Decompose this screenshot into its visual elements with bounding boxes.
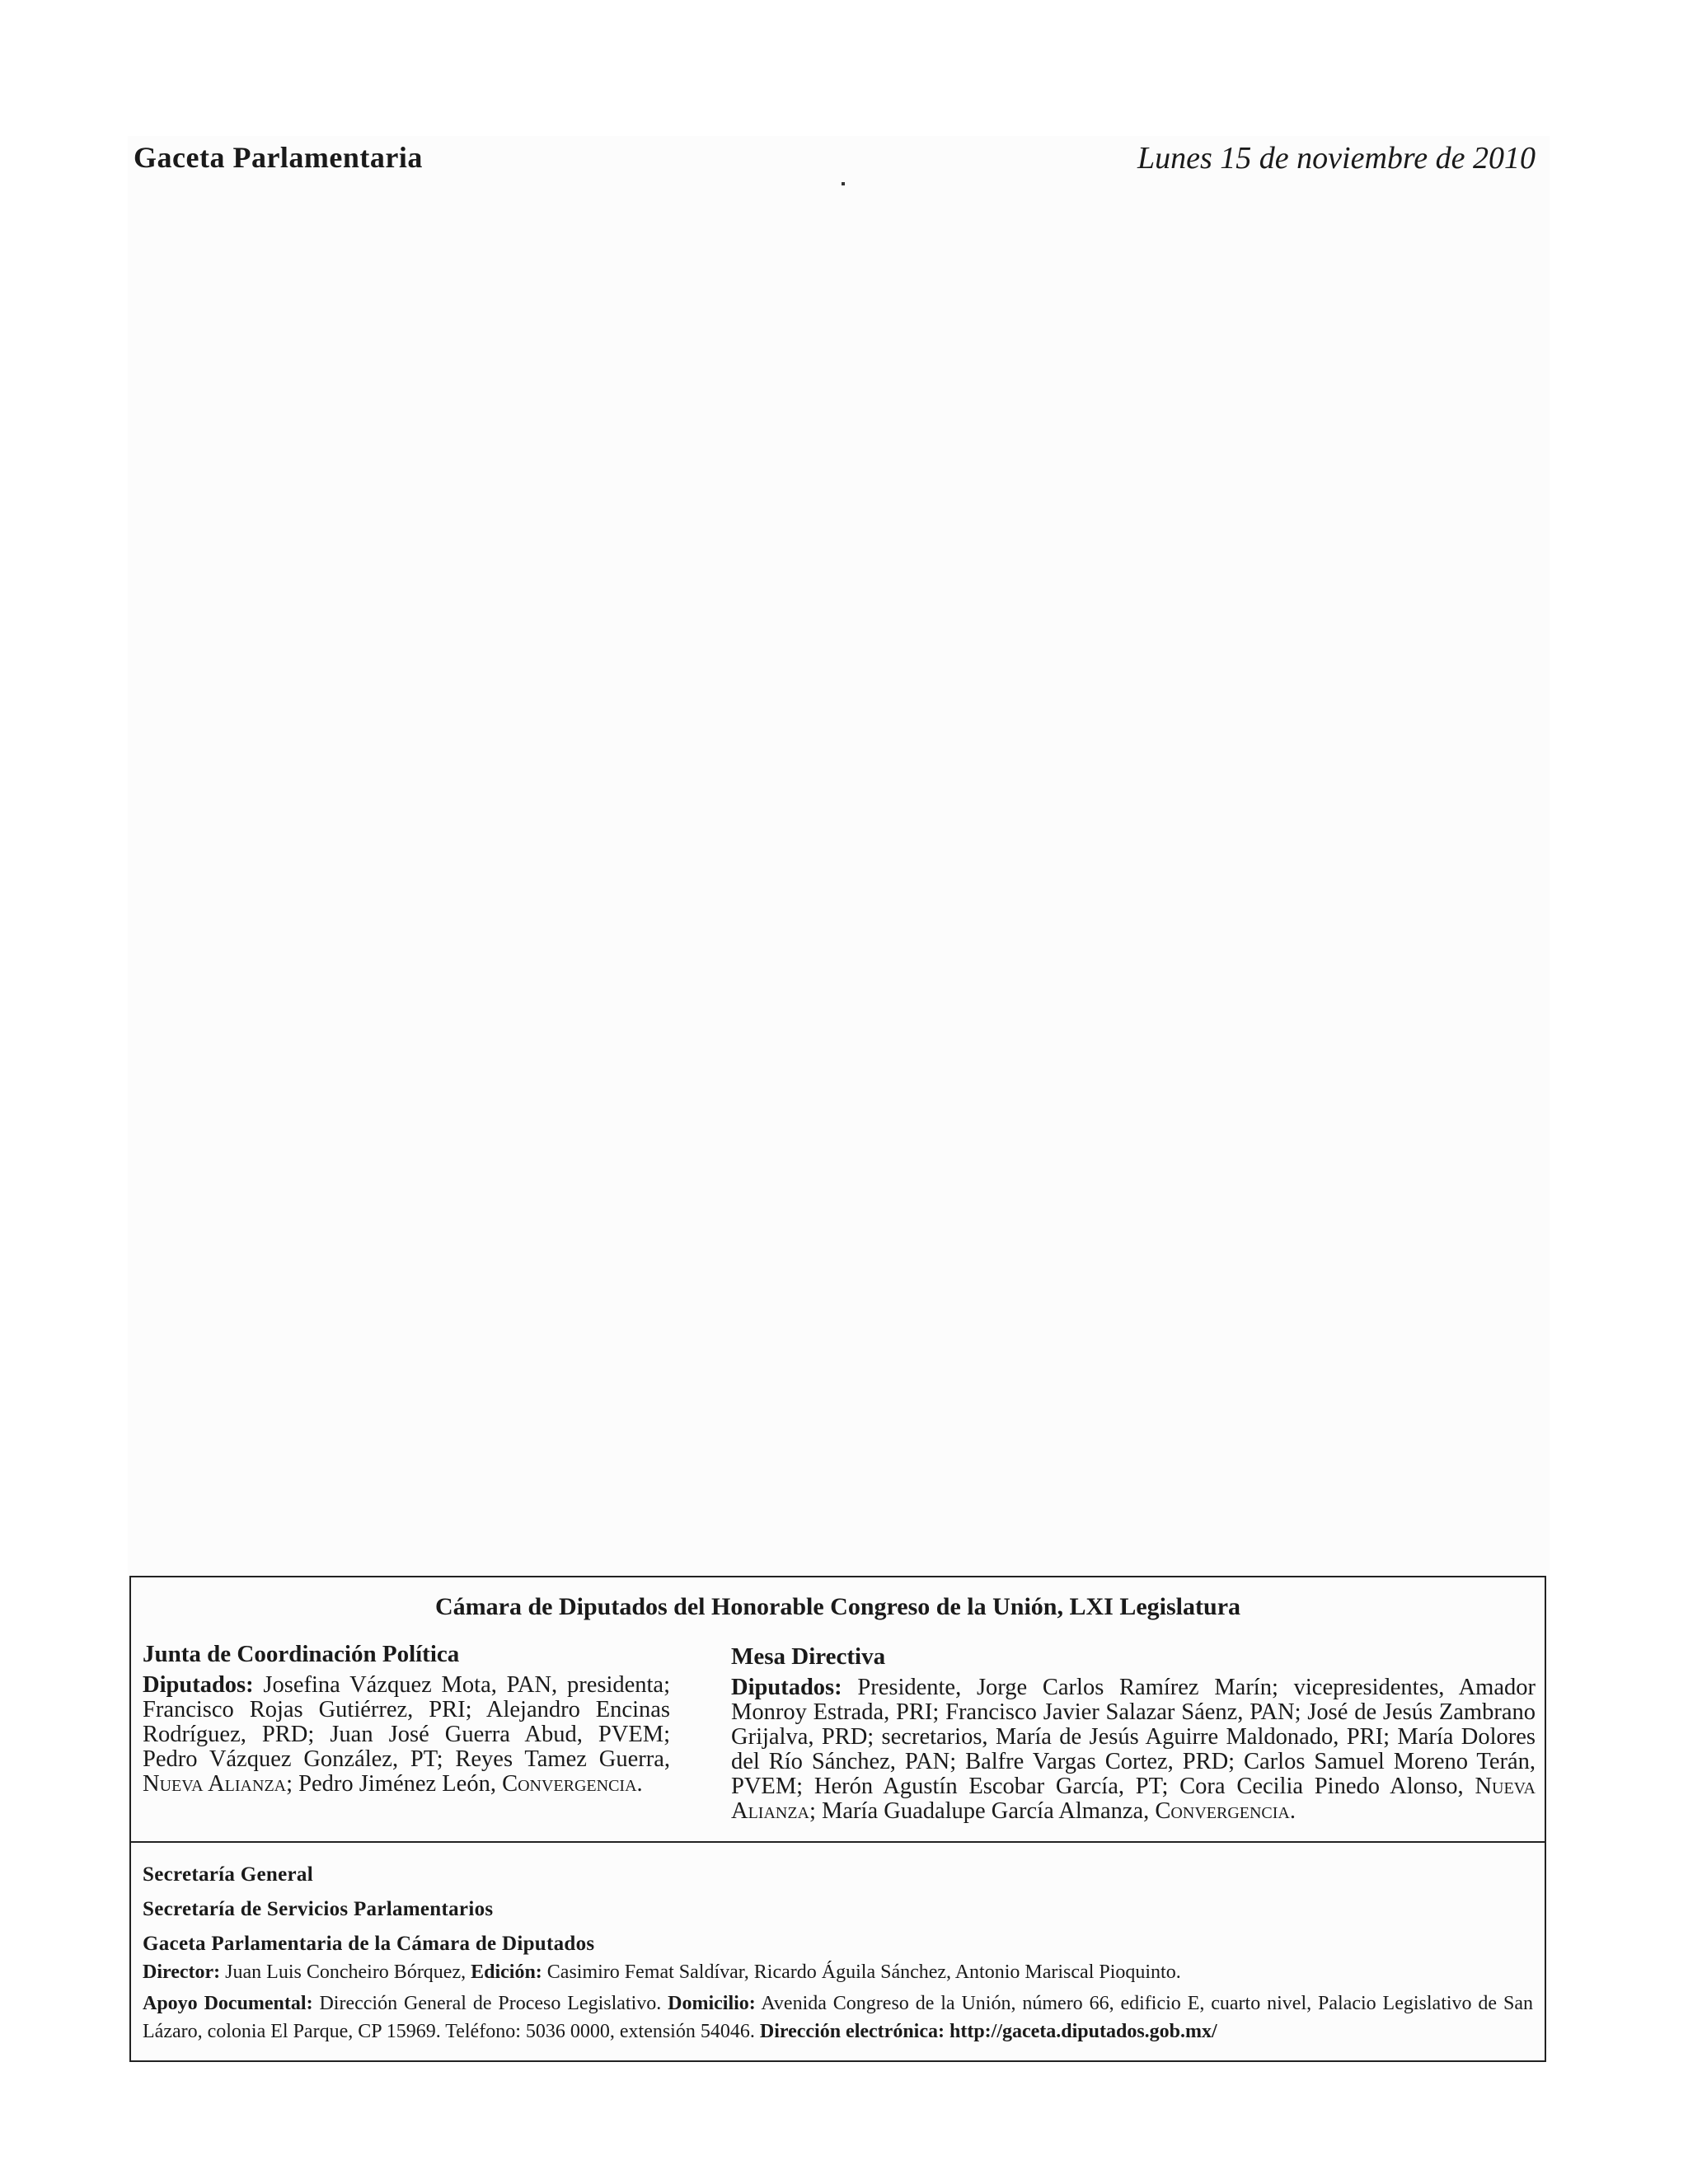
junta-members (143, 1673, 670, 1797)
gaceta-camara: Gaceta Parlamentaria de la Cámara de Diputados (143, 1933, 595, 1955)
domicilio-value: Avenida Congreso de la Unión, número 66, edificio E, cuarto nivel, Palacio Legislativo de San Lázaro, colonia El Parque, CP 15969. Teléfono: 5036 0000, extensión 54046. (143, 1993, 1533, 2042)
mesa-party-nueva-alianza: Nueva Alianza (731, 1774, 1536, 1824)
mesa-party-convergencia: Convergencia (1155, 1798, 1290, 1824)
mesa-text-1: Presidente, Jorge Carlos Ramírez Marín; vicepresidentes, Amador Monroy Estrada, PRI; Francisco Javier Salazar Sáenz, PAN; José de Jesús Zambrano Grijalva, PRD; secretarios, María de Jesús Aguirre Maldonado, PRI; María Dolores del Río Sánchez, PAN; Balfre Vargas Cortez, PRD; Carlos Samuel Moreno Terán, PVEM; Herón Agustín Escobar García, PT; Cora Cecilia Pinedo Alonso, (731, 1675, 1536, 1799)
publication-title: Gaceta Parlamentaria (134, 141, 423, 174)
secretaria-general: Secretaría General (143, 1863, 313, 1886)
junta-column (143, 1642, 670, 1797)
apoyo-label: Apoyo Documental: (143, 1993, 313, 2014)
mesa-column (731, 1642, 1536, 1824)
mesa-members (731, 1675, 1536, 1824)
junta-party-nueva-alianza: Nueva Alianza (143, 1771, 287, 1797)
director-label: Director: (143, 1961, 221, 1983)
mesa-title: Mesa Directiva (731, 1643, 886, 1670)
edicion-label: Edición: (471, 1961, 542, 1983)
masthead-heading: Cámara de Diputados del Honorable Congreso de la Unión, LXI Legislatura (434, 1593, 1241, 1620)
contact-info (143, 1990, 1533, 2046)
mesa-label: Diputados: (731, 1675, 842, 1700)
junta-text-2: ; Pedro Jiménez León, (286, 1771, 503, 1797)
junta-label: Diputados: (143, 1672, 254, 1698)
junta-text-3: . (636, 1771, 643, 1797)
web-link[interactable]: http://gaceta.diputados.gob.mx/ (944, 2021, 1217, 2042)
masthead-box (129, 1576, 1546, 2062)
publication-date: Lunes 15 de noviembre de 2010 (1137, 141, 1536, 176)
secretaria-servicios: Secretaría de Servicios Parlamentarios (143, 1898, 494, 1920)
director-line (143, 1958, 1533, 1986)
junta-text-1: Josefina Vázquez Mota, PAN, presidenta; Francisco Rojas Gutiérrez, PRI; Alejandro Encinas Rodríguez, PRD; Juan José Guerra Abud, PVEM; Pedro Vázquez González, PT; Reyes Tamez Guerra, (143, 1672, 670, 1772)
junta-party-convergencia: Convergencia (502, 1771, 637, 1797)
apoyo-value: Dirección General de Proceso Legislativo. (312, 1993, 668, 2014)
junta-title: Junta de Coordinación Política (143, 1641, 460, 1667)
mesa-text-3: . (1289, 1798, 1296, 1824)
director-value: Juan Luis Concheiro Bórquez, (220, 1961, 471, 1983)
scan-dot (842, 182, 845, 185)
edicion-value: Casimiro Femat Saldívar, Ricardo Águila Sánchez, Antonio Mariscal Pioquinto. (542, 1961, 1181, 1983)
secretariat-section (143, 1858, 1533, 2046)
domicilio-label: Domicilio: (668, 1993, 756, 2014)
masthead-divider (131, 1841, 1545, 1843)
mesa-text-2: ; María Guadalupe García Almanza, (809, 1798, 1156, 1824)
web-label: Dirección electrónica: (759, 2021, 945, 2042)
